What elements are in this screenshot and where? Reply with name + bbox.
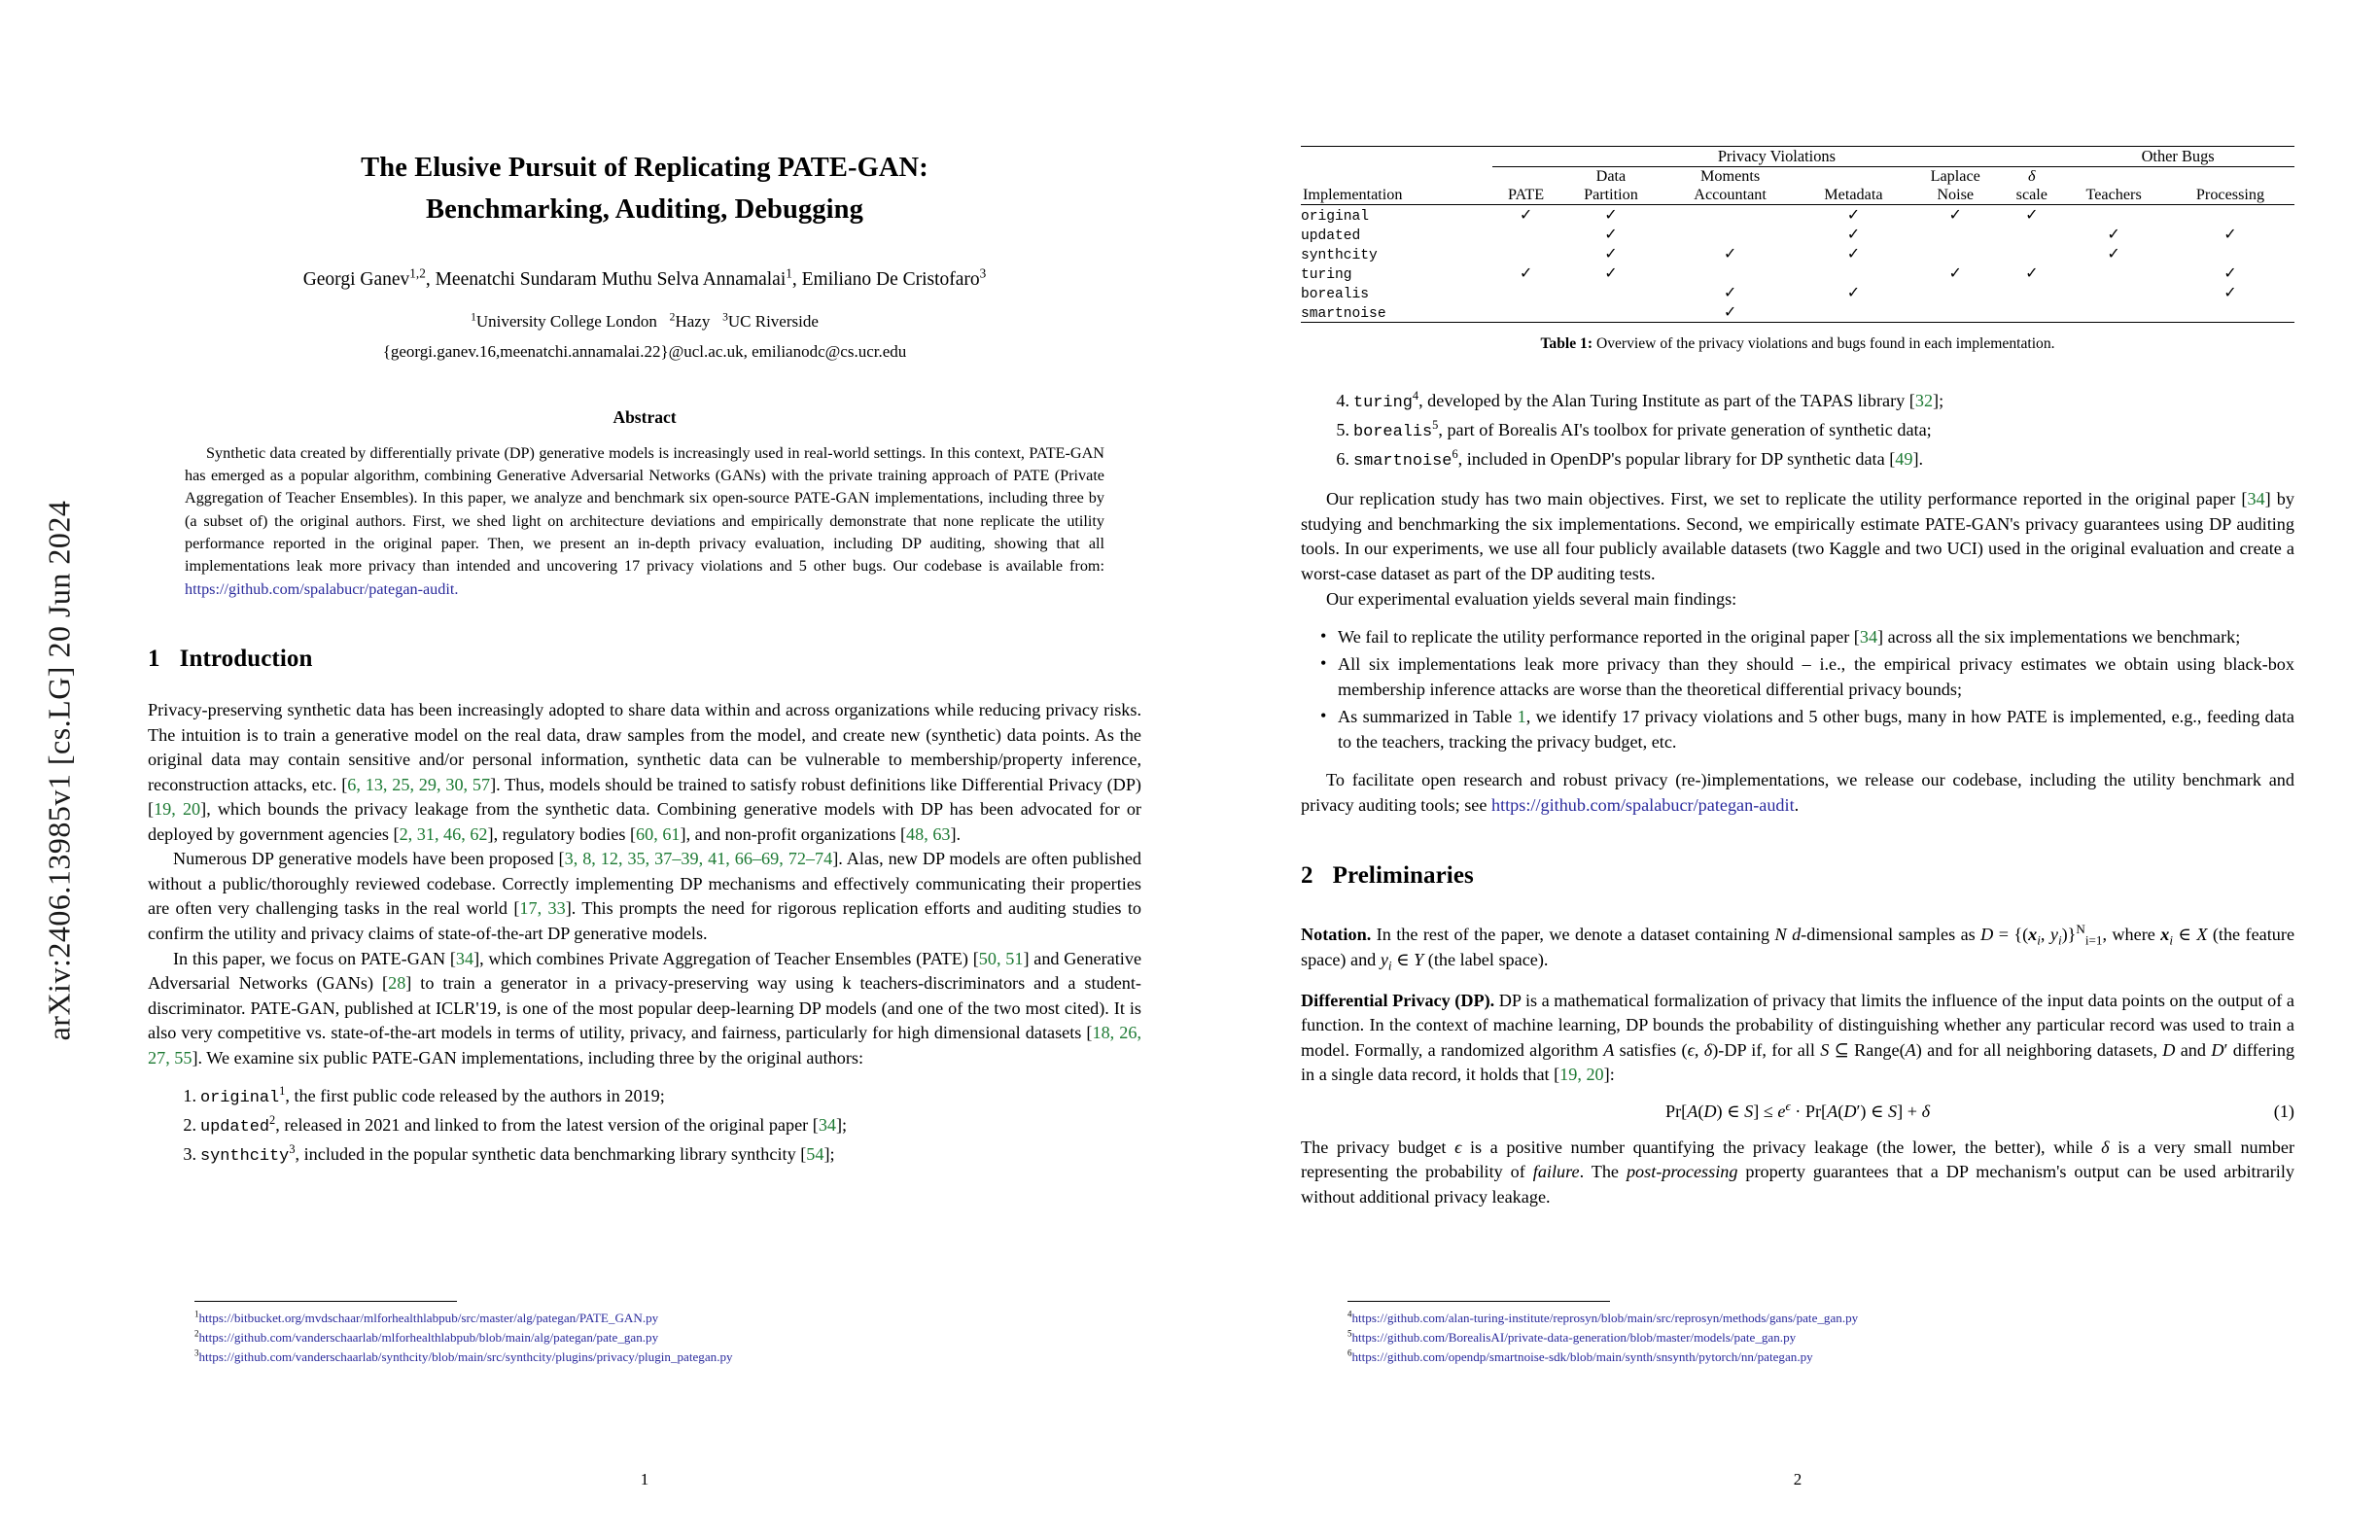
citation-ref[interactable]: 6, 13, 25, 29, 30, 57 <box>347 774 491 794</box>
privacy-violations-table <box>1301 146 2294 323</box>
footnote-url[interactable]: https://github.com/BorealisAI/private-data-generation/blob/master/models/pate_gan.py <box>1351 1330 1797 1346</box>
footnote <box>1348 1328 2067 1348</box>
table-group-header-row <box>1301 147 2294 167</box>
col-header-implementation: Implementation <box>1303 186 1403 204</box>
footnotes-page-2 <box>1348 1301 2067 1367</box>
list-item-text: , developed by the Alan Turing Institute as part of the TAPAS library [ <box>1418 391 1915 411</box>
list-item <box>148 1084 1141 1110</box>
footnote-marker[interactable]: 2 <box>269 1113 276 1128</box>
table-cell-check: ✓ <box>1519 207 1533 225</box>
bullet-icon: • <box>1320 626 1327 647</box>
spacer-cell <box>1301 147 1492 167</box>
citation-ref[interactable]: 60, 61 <box>636 823 681 844</box>
table-row <box>1301 302 2294 323</box>
finding-1-part-b: ] across all the six implementations we benchmark; <box>1877 627 2241 648</box>
table-cell-implementation: original <box>1301 209 1370 226</box>
table-column-header-row <box>1301 167 2294 205</box>
notation-paragraph <box>1301 923 2294 972</box>
affiliation-list: $^1$University College London $^2$Hazy $^3$UC Riverside <box>471 310 819 331</box>
finding-1-part-a: We fail to replicate the utility performance reported in the original paper [ <box>1338 627 1860 648</box>
footnote-marker[interactable]: 4 <box>1412 389 1419 403</box>
table-cell-empty <box>2002 225 2061 244</box>
list-item-tail: ]; <box>1933 391 1944 411</box>
table-cell-empty <box>2002 302 2061 323</box>
table-cell-check: ✓ <box>1846 227 1861 244</box>
page-number-right: 2 <box>1793 1470 1802 1488</box>
citation-ref[interactable]: 34 <box>1859 627 1878 648</box>
footnote-url[interactable]: https://github.com/vanderschaarlab/synthcity/blob/main/src/synthcity/plugins/privacy/plugin_pategan.py <box>198 1348 733 1364</box>
table-row <box>1301 244 2294 263</box>
abstract-heading: Abstract <box>612 406 677 427</box>
list-item-number: 2. <box>183 1115 196 1136</box>
table-body <box>1301 205 2294 323</box>
footnote-rule <box>1348 1301 1610 1302</box>
table-cell-empty <box>2166 302 2294 323</box>
list-item-text: , part of Borealis AI's toolbox for private generation of synthetic data; <box>1438 420 1932 440</box>
table-cell-check: ✓ <box>1948 265 1962 283</box>
findings-list <box>1301 625 2294 754</box>
list-item-number: 3. <box>183 1144 196 1165</box>
table-cell-implementation: turing <box>1301 267 1352 284</box>
abstract-codebase-link[interactable]: https://github.com/spalabucr/pategan-audit. <box>185 579 459 598</box>
page-2 <box>1254 0 2341 1540</box>
table-cell-check: ✓ <box>2107 246 2120 263</box>
list-item <box>148 1113 1141 1139</box>
footnote-number: 5 <box>1348 1328 1352 1339</box>
impl-code-name: smartnoise <box>1353 452 1452 472</box>
implementation-list-page2 <box>1301 389 2294 473</box>
table-cell-empty <box>1662 263 1798 283</box>
col-header-processing: Processing <box>2195 186 2265 204</box>
table-cell-empty <box>1492 302 1560 323</box>
impl-code-name: synthcity <box>200 1147 290 1167</box>
citation-ref[interactable]: 49 <box>1895 449 1913 470</box>
table-cell-check: ✓ <box>2025 265 2039 283</box>
footnote <box>1348 1309 2067 1328</box>
caption-text: Overview of the privacy violations and bugs found in each implementation. <box>1592 335 2055 353</box>
citation-ref[interactable]: 48, 63 <box>906 823 951 844</box>
impl-code-name: borealis <box>1353 423 1433 442</box>
table-row <box>1301 283 2294 302</box>
table-cell-empty <box>2166 244 2294 263</box>
budget-part-c: property guarantees that a DP mechanism's output can be used arbitrarily without additional privacy leakage. <box>1301 1162 2294 1207</box>
page-1 <box>101 0 1188 1540</box>
intro-p3-part-e: ]. We examine six public PATE-GAN implementations, including three by the original authors: <box>192 1047 864 1068</box>
table-cell-implementation: updated <box>1301 228 1361 245</box>
list-item-text: , the first public code released by the authors in 2019; <box>285 1086 665 1106</box>
table-1-container <box>1301 146 2294 354</box>
table-cell-check: ✓ <box>1519 265 1533 283</box>
budget-part-a: The privacy budget ϵ is a positive number quantifying the privacy leakage (the lower, the better), while δ is a very small number representing the probability of <box>1301 1137 2295 1182</box>
intro-p2-part-c: ]. This prompts the need for rigorous replication efforts and auditing studies to confirm the utility and privacy claims of state-of-the-art DP generative models. <box>148 898 1142 943</box>
page-title <box>148 148 1141 231</box>
list-item-number: 6. <box>1336 449 1349 470</box>
list-item-tail: ]. <box>1912 449 1924 470</box>
footnote-number: 4 <box>1348 1309 1352 1319</box>
footnote-url[interactable]: https://github.com/alan-turing-institute/reprosyn/blob/main/src/reprosyn/methods/gans/pate_gan.py <box>1351 1311 1859 1326</box>
footnote-marker[interactable]: 3 <box>289 1142 296 1157</box>
list-item <box>1301 705 2294 755</box>
title-line-1: The Elusive Pursuit of Replicating PATE-GAN: <box>361 153 928 183</box>
finding-3-part-b: , we identify 17 privacy violations and 5 other bugs, many in how PATE is implemented, e.g., feeding data to the teachers, tracking the privacy budget, etc. <box>1338 706 2294 752</box>
arxiv-stamp <box>18 0 101 1540</box>
abstract-text: Synthetic data created by differentially private (DP) generative models is increasingly used in real-world settings. In this context, PATE-GAN has emerged as a popular algorithm, combining Generative Adversarial Networks (GANs) with the private training approach of PATE (Private Aggregation of Teacher Ensembles). In this paper, we analyze and benchmark six open-source PATE-GAN implementations, including three by (a subset of) the original authors. First, we shed light on architecture deviations and empirically demonstrate that none replicate the utility performance reported in the original paper. Then, we present an in-depth privacy evaluation, including DP auditing, showing that all implementations leak more privacy than intended and uncovering 17 privacy violations and 5 other bugs. Our codebase is available from: <box>185 443 1104 576</box>
table-cell-empty <box>1560 283 1662 302</box>
table-cell-empty <box>2002 244 2061 263</box>
footnote-marker[interactable]: 6 <box>1452 447 1458 462</box>
footnote-rule <box>194 1301 457 1302</box>
impl-code-name: turing <box>1353 394 1413 413</box>
footnote <box>194 1309 914 1328</box>
table-row <box>1301 205 2294 226</box>
table-cell-implementation: borealis <box>1301 287 1370 303</box>
table-row <box>1301 263 2294 283</box>
budget-italic-failure: failure <box>1532 1162 1580 1182</box>
equation-body: Pr[A(D) ∈ $S] \le e^\epsilon \cdot Pr[A(D')$ ∈ S] + δ <box>1664 1098 1931 1121</box>
objectives-part-b: ] by studying and benchmarking the six implementations. Second, we empirically estimate PATE-GAN's privacy guarantees using DP auditing tools. In our experiments, we use all four publicly available datasets (two Kaggle and two UCI) used in the original evaluation and create a worst-case dataset as part of the DP auditing tests. <box>1301 489 2294 583</box>
footnote-url[interactable]: https://bitbucket.org/mvdschaar/mlforhealthlabpub/src/master/alg/pategan/PATE_GAN.py <box>198 1311 659 1326</box>
citation-ref[interactable]: 18, 26, 27, 55 <box>148 1023 1142 1068</box>
table-cell-check: ✓ <box>1604 265 1618 283</box>
table-cell-empty <box>2061 263 2166 283</box>
group-header-other-bugs: Other Bugs <box>2141 147 2215 165</box>
findings-lead: Our experimental evaluation yields several main findings: <box>1326 588 1737 609</box>
table-cell-empty <box>1908 302 2002 323</box>
table-cell-empty <box>1492 244 1560 263</box>
footnote-number: 1 <box>194 1309 199 1319</box>
citation-ref[interactable]: 19, 20 <box>154 799 201 820</box>
intro-p3-part-b: ], which combines Private Aggregation of Teacher Ensembles (PATE) [ <box>473 948 979 968</box>
footnote-marker[interactable]: 1 <box>279 1084 286 1099</box>
col-header-laplace-noise: Laplace Noise <box>1930 167 1980 204</box>
caption-label: Table 1: <box>1540 335 1593 353</box>
table-cell-check: ✓ <box>1846 207 1861 225</box>
list-item-number: 1. <box>183 1086 196 1106</box>
footnote <box>194 1328 914 1348</box>
intro-p2-part-b: ]. Alas, new DP models are often published without a public/thoroughly reviewed codebase. Correctly implementing DP mechanisms and effectively communicating their properties are often very challenging tasks in the real world [ <box>148 849 1142 919</box>
author-list: Georgi Ganev$^{1,2}$, Meenatchi Sundaram Muthu Selva Annamalai$^1$, Emiliano De Cristofaro$^3$ <box>302 265 987 290</box>
intro-p3-part-a: In this paper, we focus on PATE-GAN [ <box>173 948 456 968</box>
impl-code-name: updated <box>200 1118 270 1138</box>
equation-number: (1) <box>2273 1101 2294 1121</box>
dp-definition-paragraph <box>1301 989 2294 1088</box>
table-cell-check: ✓ <box>1948 207 1962 225</box>
list-item <box>1301 625 2294 650</box>
table-cell-check: ✓ <box>1723 246 1737 263</box>
table-1-caption <box>1301 333 2294 354</box>
col-header-data-partition: Data Partition <box>1584 167 1638 204</box>
table-cell-check: ✓ <box>2223 285 2237 302</box>
group-header-privacy-violations: Privacy Violations <box>1717 147 1836 165</box>
footnote <box>194 1348 914 1367</box>
table-cell-empty <box>2002 283 2061 302</box>
intro-paragraph-2 <box>148 847 1141 946</box>
list-item <box>1301 418 2294 444</box>
notation-heading: Notation. <box>1301 925 1372 945</box>
footnote-url[interactable]: https://github.com/opendp/smartnoise-sdk/blob/main/synth/snsynth/pytorch/nn/pategan.py <box>1351 1348 1813 1364</box>
table-cell-empty <box>2061 302 2166 323</box>
table-cell-empty <box>1492 225 1560 244</box>
budget-italic-post-processing: post-processing <box>1626 1162 1738 1182</box>
table-cell-empty <box>1662 205 1798 226</box>
finding-3-part-a: As summarized in Table <box>1338 706 1518 726</box>
intro-paragraph-1 <box>148 698 1141 847</box>
footnotes-page-1 <box>194 1301 914 1367</box>
equation-1 <box>1301 1098 2294 1122</box>
list-item <box>148 1142 1141 1169</box>
list-item-text: , included in the popular synthetic data benchmarking library synthcity [ <box>295 1144 807 1165</box>
email-line: {georgi.ganev.16,meenatchi.annamalai.22}@ucl.ac.uk, emilianodc@cs.ucr.edu <box>382 342 907 362</box>
citation-ref[interactable]: 19, 20 <box>1559 1065 1604 1085</box>
page-number-left: 1 <box>640 1470 649 1488</box>
table-ref[interactable]: 1 <box>1517 706 1526 726</box>
table-cell-empty <box>1492 283 1560 302</box>
table-cell-check: ✓ <box>1604 246 1618 263</box>
table-cell-check: ✓ <box>2107 227 2120 244</box>
citation-ref[interactable]: 34 <box>2247 489 2265 509</box>
citation-ref[interactable]: 34 <box>455 948 474 968</box>
codebase-part-b: . <box>1794 794 1800 815</box>
footnote-number: 3 <box>194 1348 199 1358</box>
col-header-metadata: Metadata <box>1824 186 1883 204</box>
col-header-moments-accountant: Moments Accountant <box>1694 167 1767 204</box>
table-row <box>1301 225 2294 244</box>
abstract-body <box>185 442 1104 601</box>
finding-2-text: All six implementations leak more privacy than they should – i.e., the empirical privacy estimates we obtain using black-box membership inference attacks are worse than the theoretical differential privacy bounds; <box>1338 653 2294 699</box>
intro-p1-part-f: ]. <box>950 823 962 844</box>
list-item-text: , released in 2021 and linked to from the latest version of the original paper [ <box>275 1115 819 1136</box>
intro-p1-part-a: Privacy-preserving synthetic data has been increasingly adopted to share data within and across organizations while reducing privacy risks. The intuition is to train a generative model on the real data, draw samples from the model, and create new (synthetic) data points. As the original data may contain sensitive and/or personal information, synthetic data can be vulnerable to membership/property inference, reconstruction attacks, etc. [ <box>148 699 1141 794</box>
table-cell-empty <box>1908 283 2002 302</box>
intro-p3-part-c: ] and Generative Adversarial Networks (GANs) [ <box>148 948 1142 994</box>
bullet-icon: • <box>1320 652 1327 673</box>
table-cell-empty <box>1799 302 1908 323</box>
col-header-delta-scale: δ scale <box>2015 167 2048 204</box>
col-header-teachers: Teachers <box>2085 186 2142 204</box>
footnote-number: 2 <box>194 1328 199 1339</box>
intro-paragraph-3 <box>148 947 1141 1071</box>
citation-ref[interactable]: 32 <box>1914 391 1934 411</box>
table-cell-check: ✓ <box>1604 227 1618 244</box>
table-cell-empty <box>2061 205 2166 226</box>
table-cell-check: ✓ <box>2025 207 2039 225</box>
impl-code-name: original <box>200 1089 280 1108</box>
section-number: 1 <box>148 645 160 672</box>
section-heading-preliminaries <box>1301 862 2294 890</box>
budget-part-b: . The <box>1579 1162 1627 1182</box>
list-item-tail: ]; <box>823 1144 835 1165</box>
intro-p1-part-b: ]. Thus, models should be trained to satisfy robust definitions like Differential Privacy (DP) [ <box>148 774 1141 820</box>
footnote-marker[interactable]: 5 <box>1432 418 1439 433</box>
section-heading-introduction <box>148 646 1141 673</box>
bullet-icon: • <box>1320 705 1327 725</box>
arxiv-stamp-text: arXiv:2406.13985v1 [cs.LG] 20 Jun 2024 <box>41 500 77 1040</box>
dp-heading: Differential Privacy (DP). <box>1301 990 1495 1010</box>
footnote <box>1348 1348 2067 1367</box>
codebase-link[interactable]: https://github.com/spalabucr/pategan-audit <box>1490 794 1795 815</box>
table-cell-empty <box>1799 263 1908 283</box>
list-item-text: , included in OpenDP's popular library for DP synthetic data [ <box>1457 449 1896 470</box>
codebase-paragraph <box>1301 768 2294 818</box>
section-number: 2 <box>1301 862 1313 890</box>
table-cell-empty <box>2061 283 2166 302</box>
dp-text-a: DP is a mathematical formalization of privacy that limits the influence of the input data points on the output of a function. In the context of machine learning, DP bounds the probability of distinguishing whether any particular record was used to train a model. Formally, a randomized algorithm A satisfies (ϵ, δ)-DP if, for all S ⊆ Range(A) and for all neighboring datasets, D and D′ differing in a single data record, it holds that [ <box>1301 990 2295 1085</box>
footnote-number: 6 <box>1348 1348 1352 1358</box>
intro-p1-part-e: ], and non-profit organizations [ <box>680 823 907 844</box>
notation-text: In the rest of the paper, we denote a dataset containing N d-dimensional samples as $D = \{(x_i$, $y_i)\}^N_{i=1}$, where $x_i$ ∈ X (the feature space) and $y_i$ ∈ Y (the label space). <box>1301 922 2295 973</box>
table-cell-implementation: synthcity <box>1301 248 1378 264</box>
table-cell-empty <box>1560 302 1662 323</box>
list-item <box>1301 389 2294 415</box>
dp-text-b: ]: <box>1603 1065 1615 1085</box>
intro-p1-part-d: ], regulatory bodies [ <box>487 823 637 844</box>
col-header-pate: PATE <box>1507 186 1545 204</box>
citation-ref[interactable]: 17, 33 <box>519 898 566 919</box>
objectives-paragraph <box>1301 487 2294 586</box>
intro-p3-part-d: ] to train a generator in a privacy-preserving way using k teachers-discriminators and a student-discriminator. PATE-GAN, published at ICLR'19, is one of the most popular deep-learning DP models (and one of the two most cited). It is also very competitive vs. state-of-the-art models in terms of utility, privacy, and fairness, particularly for high dimensional datasets [ <box>148 973 1141 1043</box>
implementation-list-page1 <box>148 1084 1141 1169</box>
table-cell-check: ✓ <box>2223 227 2237 244</box>
objectives-part-a: Our replication study has two main objectives. First, we set to replicate the utility performance reported in the original paper [ <box>1326 489 2248 509</box>
intro-p1-part-c: ], which bounds the privacy leakage from the synthetic data. Combining generative models with DP has been advocated for or deployed by government agencies [ <box>148 799 1141 844</box>
list-item <box>1301 447 2294 473</box>
list-item-tail: ]; <box>836 1115 848 1136</box>
privacy-budget-paragraph <box>1301 1136 2294 1210</box>
table-cell-empty <box>1908 225 2002 244</box>
table-cell-empty <box>2166 205 2294 226</box>
table-cell-implementation: smartnoise <box>1301 306 1386 323</box>
codebase-part-a: To facilitate open research and robust privacy (re-)implementations, we release our codebase, including the utility benchmark and privacy auditing tools; see <box>1301 770 2294 815</box>
citation-ref[interactable]: 28 <box>388 973 406 994</box>
citation-ref[interactable]: 34 <box>818 1115 836 1136</box>
citation-ref[interactable]: 2, 31, 46, 62 <box>399 823 488 844</box>
table-cell-check: ✓ <box>1723 304 1737 322</box>
title-line-2: Benchmarking, Auditing, Debugging <box>426 193 863 225</box>
citation-ref[interactable]: 54 <box>806 1144 824 1165</box>
table-cell-check: ✓ <box>1846 246 1861 263</box>
list-item <box>1301 652 2294 703</box>
intro-p2-part-a: Numerous DP generative models have been proposed [ <box>173 849 565 869</box>
list-item-number: 4. <box>1336 391 1349 411</box>
section-title: Introduction <box>179 645 313 672</box>
table-cell-check: ✓ <box>1723 285 1737 302</box>
table-cell-empty <box>1908 244 2002 263</box>
table-cell-check: ✓ <box>1846 285 1861 302</box>
table-cell-check: ✓ <box>1604 207 1618 225</box>
section-title: Preliminaries <box>1332 862 1474 890</box>
citation-ref[interactable]: 3, 8, 12, 35, 37–39, 41, 66–69, 72–74 <box>564 849 833 869</box>
list-item-number: 5. <box>1336 420 1349 440</box>
table-cell-empty <box>1662 225 1798 244</box>
table-cell-check: ✓ <box>2223 265 2237 283</box>
footnote-url[interactable]: https://github.com/vanderschaarlab/mlforhealthlabpub/blob/main/alg/pategan/pate_gan.py <box>198 1330 659 1346</box>
citation-ref[interactable]: 50, 51 <box>978 948 1024 968</box>
